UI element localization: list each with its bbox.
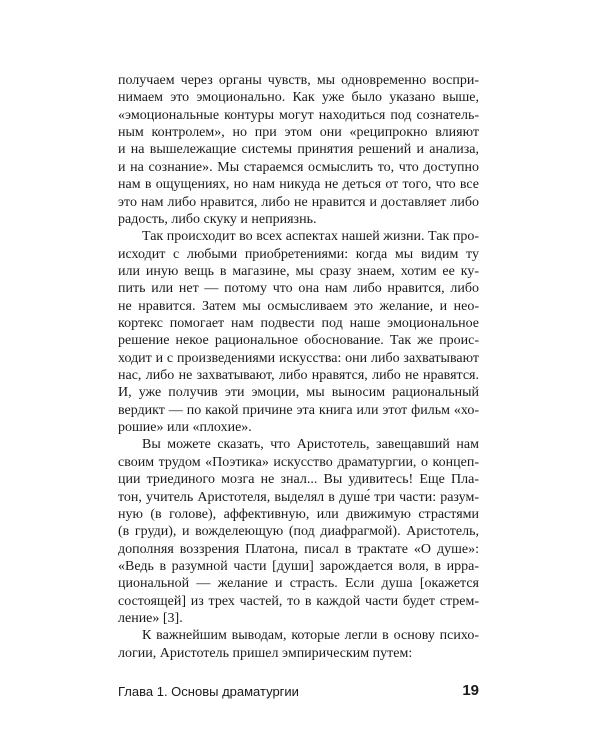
text-line: своим трудом «Поэтика» искусство драматургии, о концеп- xyxy=(118,454,479,470)
text-line: И, уже получив эти эмоции, мы выносим рациональный xyxy=(118,385,479,401)
text-line: кортекс помогает нам подвести под наше эмоциональное xyxy=(118,315,479,331)
text-line: дополняя воззрения Платона, писал в трактате «О душе»: xyxy=(118,541,479,557)
text-line: ходит и с произведениями искусства: они либо захватывают xyxy=(118,350,479,366)
text-line: состоящей] из трех частей, то в каждой части будет стрем- xyxy=(118,593,479,609)
text-line: нас, либо не захватывают, либо нравятся, либо не нравятся. xyxy=(118,368,479,383)
text-line: исходит с любыми приобретениями: когда мы видим ту xyxy=(118,246,479,262)
text-line: Вы можете сказать, что Аристотель, завещавший нам xyxy=(142,437,479,453)
text-line: Так происходит во всех аспектах нашей жизни. Так про- xyxy=(142,229,479,245)
text-line: «Ведь в разумной части [души] зарождается воля, в ирра- xyxy=(118,558,479,574)
text-line: не нравится. Затем мы осмысливаем это желание, и нео- xyxy=(118,298,479,314)
text-line: рошие» или «плохие». xyxy=(118,420,252,436)
text-line: решение некое рациональное обоснование. Так же проис- xyxy=(118,333,479,349)
text-line: и на вышележащие системы принятия решений и анализа, xyxy=(118,142,479,158)
text-line: ции триединого мозга не знал... Вы удивитесь! Еще Пла- xyxy=(118,472,479,488)
text-line: циональной — желание и страсть. Если душа [окажется xyxy=(118,576,479,592)
text-line: это нам либо нравится, либо не нравится и доставляет либо xyxy=(118,194,479,210)
text-line: и на сознание». Мы стараемся осмыслить то, что доступно xyxy=(118,159,479,175)
text-line: тон, учитель Аристотеля, выделял в душе́ три части: разум- xyxy=(118,489,479,505)
text-line: (в груди), и вожделеющую (под диафрагмой). Аристотель, xyxy=(118,524,479,540)
text-line: получаем через органы чувств, мы одновременно воспри- xyxy=(118,73,479,88)
page-number: 19 xyxy=(462,682,479,699)
text-line: ную (в голове), аффективную, или движимую страстями xyxy=(118,506,479,522)
text-line: вердикт — по какой причине эта книга или этот фильм «хо- xyxy=(118,402,479,418)
text-line: или иную вещь в магазине, мы сразу знаем, хотим ее ку- xyxy=(118,263,479,279)
text-line: пить или нет — потому что она нам либо нравится, либо xyxy=(118,281,479,297)
text-line: нимаем это эмоционально. Как уже было указано выше, xyxy=(118,90,479,106)
text-line: ление» [3]. xyxy=(118,610,183,626)
text-line: К важнейшим выводам, которые легли в основу психо- xyxy=(142,628,479,644)
footer-chapter-title: Глава 1. Основы драматургии xyxy=(118,684,299,699)
text-line: нам в ощущениях, но нам никуда не деться от того, что все xyxy=(118,177,479,193)
text-line: радость, либо скуку и неприязнь. xyxy=(118,211,317,227)
text-line: логии, Аристотель пришел эмпирическим путем: xyxy=(118,645,413,661)
text-line: «эмоциональные контуры могут находиться под сознатель- xyxy=(118,107,479,123)
text-line: ным контролем», но при этом они «реципрокно влияют xyxy=(118,125,479,141)
